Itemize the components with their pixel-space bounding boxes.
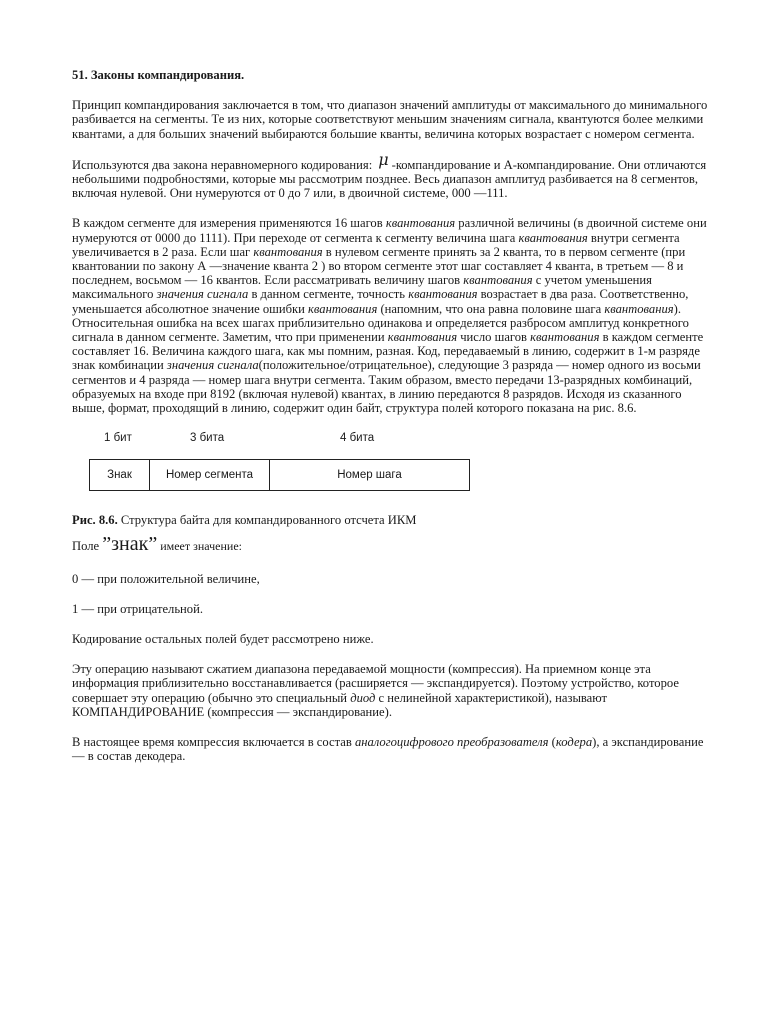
q-italic-3: квантования xyxy=(253,244,323,259)
bit-label-step: 4 бита xyxy=(340,432,375,445)
field-znak: ”знак” xyxy=(102,533,158,556)
byte-structure-table xyxy=(89,459,470,491)
q-text-10: число шагов xyxy=(457,330,531,345)
q-text-6: в данном сегменте, точность xyxy=(248,287,409,302)
bit-label-segment: 3 бита xyxy=(190,432,225,445)
field-post: имеет значение: xyxy=(157,539,242,554)
document-body xyxy=(72,68,712,780)
c-text-1: Эту операцию называют сжатием диапазона передаваемой мощности (компрессия). На приемном конце эта информация приблизительно восстанавливается (расширяется — экспандируется). Поэтому устройство, которое совершает эту операцию (обычно это специальный xyxy=(72,662,679,705)
paragraph-companding xyxy=(72,662,712,719)
q-text-2: различной величины (в двоичной системе они нумеруются от 0000 до 1111). При переходе от сегмента к сегменту величина шага xyxy=(72,216,707,245)
paragraph-quantization xyxy=(72,216,712,415)
field-pre: Поле xyxy=(72,539,103,554)
c-text-2: с нелинейной характеристикой), называют КОМПАНДИРОВАНИЕ (компрессия — экспандирование). xyxy=(72,690,608,719)
a-text-2: ( xyxy=(548,735,556,750)
a-text-3: ), а экспандирование — в состав декодера. xyxy=(72,735,704,764)
q-italic-5: значения сигнала xyxy=(156,287,249,302)
q-text-11: в каждом сегменте составляет 16. Величина каждого шага, как мы помним, разная. Код, передаваемый в линию, содержит в 1-м разряде знак комбинации xyxy=(72,330,704,373)
line-negative: 1 — при отрицательной. xyxy=(72,601,203,616)
q-italic-8: квантования xyxy=(604,301,674,316)
a-text-1: В настоящее время компрессия включается в состав xyxy=(72,735,355,750)
q-italic-9: квантования xyxy=(387,330,458,345)
q-text-8: (напомним, что она равна половине шага xyxy=(377,301,605,316)
q-italic-1: квантования xyxy=(385,216,456,231)
q-text-1: В каждом сегменте для измерения применяются 16 шагов xyxy=(72,216,386,231)
a-italic-2: кодера xyxy=(555,735,593,750)
line-positive: 0 — при положительной величине, xyxy=(72,571,260,586)
section-heading: 51. Законы компандирования. xyxy=(72,68,245,82)
paragraph-laws xyxy=(72,149,712,201)
figure-caption xyxy=(72,513,712,527)
mu-symbol: μ xyxy=(378,149,389,169)
caption-text: Структура байта для компандированного отсчета ИКМ xyxy=(117,513,417,528)
caption-label: Рис. 8.6. xyxy=(72,513,118,528)
paragraph-adc xyxy=(72,735,712,763)
laws-text-b: -компандирование и А-компандирование. Они отличаются небольшими подробностями, которые мы рассмотрим позднее. Весь диапазон амплитуд разбивается на 8 сегментов, включая нулевой. Они нумеруются от 0 до 7 или, в двоичной системе, 000 —111. xyxy=(72,157,707,201)
q-italic-4: квантования xyxy=(463,273,533,288)
c-italic-1: диод xyxy=(350,690,376,705)
sign-field-line xyxy=(72,533,712,556)
laws-text-a: Используются два закона неравномерного кодирования: xyxy=(72,157,373,172)
q-text-7: возрастает в два раза. Соответственно, уменьшается абсолютное значение ошибки xyxy=(72,287,689,316)
a-italic-1: аналогоцифрового преобразователя xyxy=(354,735,549,750)
q-text-3: внутри сегмента увеличивается в 2 раза. Если шаг xyxy=(72,230,680,259)
q-italic-7: квантования xyxy=(308,301,378,316)
bit-label-sign: 1 бит xyxy=(104,432,132,445)
q-text-12: (положительное/отрицательное), следующие 3 разряда — номер одного из восьми сегментов и 4 разряда — номер шага внутри сегмента. Таким образом, вместо передачи 13-разрядных комбинаций, образуемых на входе при 8192 (включая нулевой) квантах, в линию передаются 8 разрядов. Исходя из сказанного выше, формат, проходящий в линию, содержит один байт, структура полей которого показана на рис. 8.6. xyxy=(72,358,701,416)
q-italic-10: квантования xyxy=(530,330,600,345)
figure-bit-labels xyxy=(72,431,712,459)
cell-segment: Номер сегмента xyxy=(150,460,270,490)
q-text-9: ). Относительная ошибка на всех шагах приблизительно одинакова и определяется разбросом амплитуд конкретного сигнала в данном сегменте. Заметим, что при применении xyxy=(72,301,689,345)
q-text-4: в нулевом сегменте принять за 2 кванта, то в первом сегменте (при квантовании по закону А —значение кванта 2 ) во втором сегменте этот шаг составляет 4 кванта, в третьем — 8 и последнем, восьмом — 16 квантов. Если рассматривать величину шагов xyxy=(72,244,686,288)
q-italic-6: квантования xyxy=(408,287,478,302)
line-rest: Кодирование остальных полей будет рассмотрено ниже. xyxy=(72,632,374,647)
cell-sign: Знак xyxy=(90,460,150,490)
q-italic-2: квантования xyxy=(518,230,588,245)
cell-step: Номер шага xyxy=(337,469,402,482)
q-italic-11: значения сигнала xyxy=(166,358,259,373)
paragraph-principle: Принцип компандирования заключается в том, что диапазон значений амплитуды от максимального до минимального разбивается на сегменты. Те из них, которые соответствуют меньшим значениям сигнала, квантуются более мелкими квантами, а для больших значений выбираются большие кванты, величина которых возрастает с номером сегмента. xyxy=(72,98,708,141)
q-text-5: с учетом уменьшения максимального xyxy=(72,273,652,302)
